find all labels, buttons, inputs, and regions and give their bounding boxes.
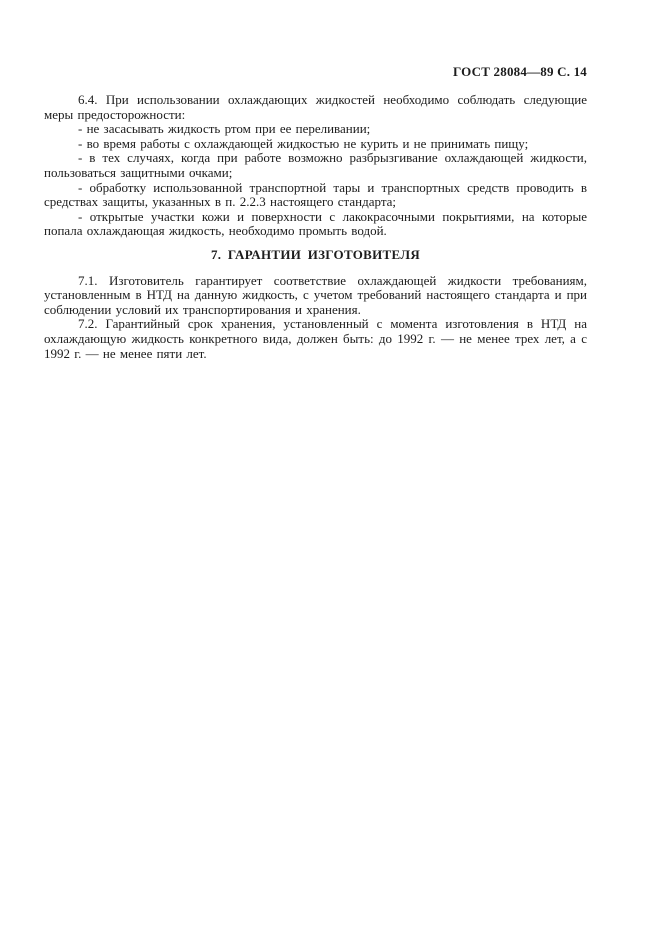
paragraph-6-4: 6.4. При использовании охлаждающих жидкостей необходимо соблюдать следующие меры предосторожности: — [44, 92, 587, 122]
paragraph-7-2: 7.2. Гарантийный срок хранения, установленный с момента изготовления в НТД на охлаждающую жидкость конкретного вида, должен быть: до 1992 г. — не менее трех лет, а с 1992 г. — не менее пяти лет. — [44, 316, 587, 361]
list-item-2: - во время работы с охлаждающей жидкостью не курить и не принимать пищу; — [78, 135, 529, 151]
list-item-3: - в тех случаях, когда при работе возможно разбрызгивание охлаждающей жидкости, пользоваться защитными очками; — [44, 150, 587, 180]
paragraph-7-1: 7.1. Изготовитель гарантирует соответствие охлаждающей жидкости требованиям, установленным в НТД на данную жидкость, с учетом требований настоящего стандарта и при соблюдении условий их транспортирования и хранения. — [44, 272, 587, 317]
list-item-4: - обработку использованной транспортной тары и транспортных средств проводить в средствах защиты, указанных в п. 2.2.3 настоящего стандарта; — [44, 179, 587, 210]
document-body — [44, 93, 587, 361]
list-item-5: - открытые участки кожи и поверхности с лакокрасочными покрытиями, на которые попала охлаждающая жидкость, необходимо промыть водой. — [44, 208, 587, 239]
list-item-1: - не засасывать жидкость ртом при ее переливании; — [78, 121, 371, 137]
page-header: ГОСТ 28084—89 С. 14 — [453, 64, 587, 79]
section-7-heading: 7. ГАРАНТИИ ИЗГОТОВИТЕЛЯ — [210, 246, 421, 262]
